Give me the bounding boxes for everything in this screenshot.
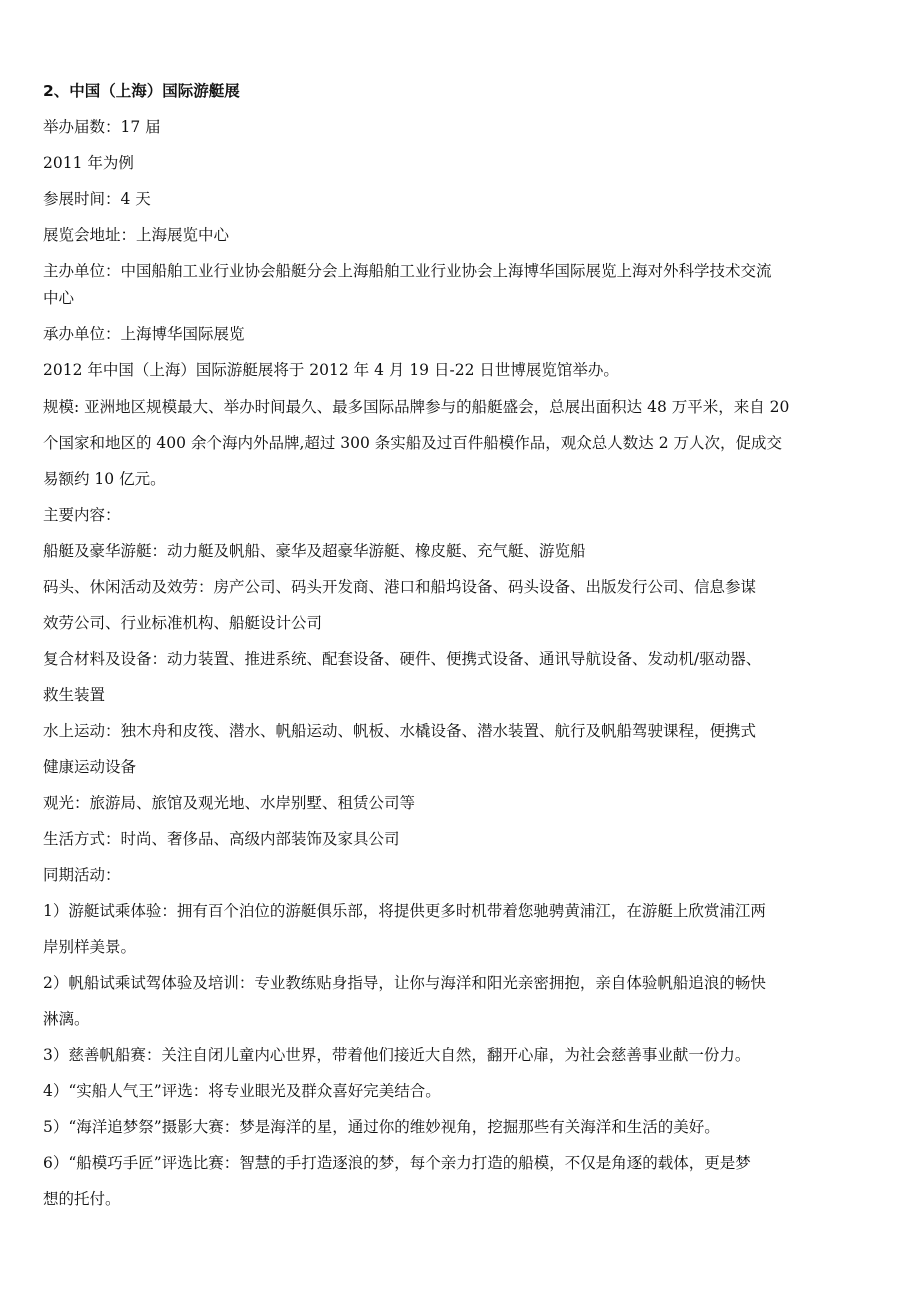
content-item-watersports: 健康运动设备 [43,758,137,776]
activities-label: 同期活动： [43,866,121,884]
activity-item: 3）慈善帆船赛：关注自闭儿童内心世界，带着他们接近大自然，翻开心扉，为社会慈善事业献一份力。 [43,1046,751,1064]
activity-item: 淋漓。 [43,1010,90,1028]
content-item-boats: 船艇及豪华游艇：动力艇及帆船、豪华及超豪华游艇、橡皮艇、充气艇、游览船 [43,542,586,560]
co-organizer: 承办单位：上海博华国际展览 [43,325,245,343]
exhibition-venue: 展览会地址：上海展览中心 [43,226,230,244]
example-year: 2011 年为例 [43,154,134,172]
organizer-line: 主办单位：中国船舶工业行业协会船艇分会上海船舶工业行业协会上海博华国际展览上海对外科学技术交流 [43,262,772,280]
main-content-label: 主要内容： [43,506,121,524]
content-item-lifestyle: 生活方式：时尚、奢侈品、高级内部装饰及家具公司 [43,830,400,848]
content-item-marina: 效劳公司、行业标准机构、船艇设计公司 [43,614,323,632]
activity-item: 岸别样美景。 [43,938,137,956]
content-item-watersports: 水上运动：独木舟和皮筏、潜水、帆船运动、帆板、水橇设备、潜水装置、航行及帆船驾驶课程，便携式 [43,722,757,740]
activity-item: 1）游艇试乘体验：拥有百个泊位的游艇俱乐部，将提供更多时机带着您驰骋黄浦江，在游艇上欣赏浦江两 [43,902,766,920]
document-body [43,78,843,1213]
organizer-line: 中心 [43,289,75,307]
session-count: 举办届数：17 届 [43,118,161,136]
section-heading: 2、中国（上海）国际游艇展 [43,82,240,100]
content-item-tourism: 观光：旅游局、旅馆及观光地、水岸别墅、租赁公司等 [43,794,416,812]
content-item-marina: 码头、休闲活动及效劳：房产公司、码头开发商、港口和船坞设备、码头设备、出版发行公司、信息参谋 [43,578,757,596]
activity-item: 5）“海洋追梦祭”摄影大赛：梦是海洋的星，通过你的维妙视角，挖掘那些有关海洋和生活的美好。 [43,1118,720,1136]
scale-line: 易额约 10 亿元。 [43,470,166,488]
exhibition-duration: 参展时间：4 天 [43,190,151,208]
content-item-materials: 救生装置 [43,686,106,704]
announcement: 2012 年中国（上海）国际游艇展将于 2012 年 4 月 19 日-22 日世博展览馆举办。 [43,361,619,379]
activity-item: 2）帆船试乘试驾体验及培训：专业教练贴身指导，让你与海洋和阳光亲密拥抱，亲自体验帆船追浪的畅快 [43,974,766,992]
scale-line: 个国家和地区的 400 余个海内外品牌,超过 300 条实船及过百件船模作品，观众总人数达 2 万人次，促成交 [43,434,783,452]
activity-item: 想的托付。 [43,1190,121,1208]
activity-item: 4）“实船人气王”评选：将专业眼光及群众喜好完美结合。 [43,1082,441,1100]
scale-line: 规模: 亚洲地区规模最大、举办时间最久、最多国际品牌参与的船艇盛会，总展出面积达 48 万平米，来自 20 [43,398,790,416]
content-item-materials: 复合材料及设备：动力装置、推进系统、配套设备、硬件、便携式设备、通讯导航设备、发动机/驱动器、 [43,650,762,668]
activity-item: 6）“船模巧手匠”评选比赛：智慧的手打造逐浪的梦，每个亲力打造的船模，不仅是角逐的载体，更是梦 [43,1154,751,1172]
